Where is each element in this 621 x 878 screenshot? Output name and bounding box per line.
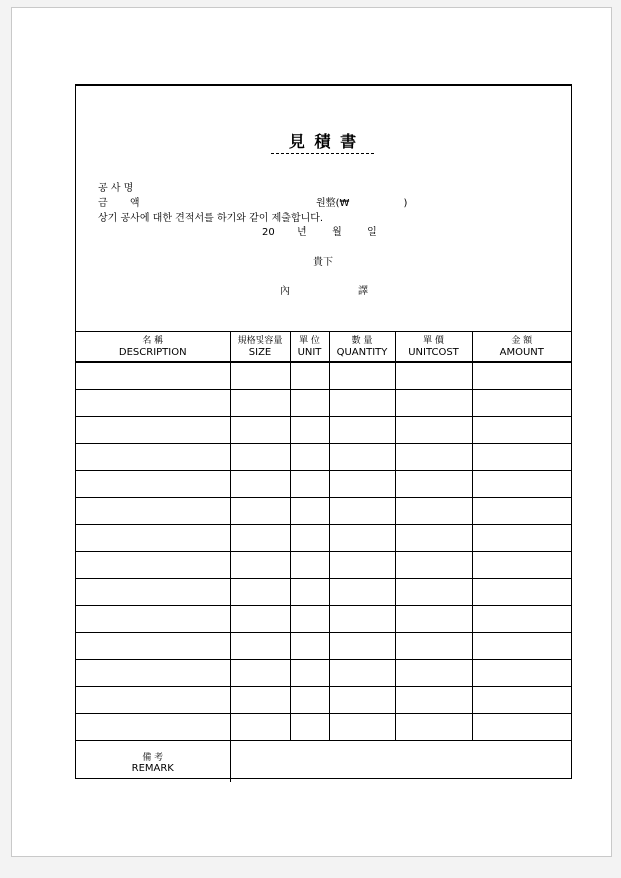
cell-quantity[interactable]	[329, 714, 395, 741]
cell-amount[interactable]	[472, 633, 571, 660]
cell-unitcost[interactable]	[395, 471, 472, 498]
cell-quantity[interactable]	[329, 633, 395, 660]
cell-description[interactable]	[76, 390, 230, 417]
cell-amount[interactable]	[472, 660, 571, 687]
cell-quantity[interactable]	[329, 552, 395, 579]
estimate-table	[76, 331, 571, 782]
cell-amount[interactable]	[472, 444, 571, 471]
statement-text: 상기 공사에 대한 견적서를 하기와 같이 제출합니다.	[98, 213, 324, 224]
table-row	[76, 606, 571, 633]
cell-unit[interactable]	[290, 633, 329, 660]
recipient-label: 貴下	[313, 257, 333, 268]
remark-cell[interactable]	[230, 741, 571, 783]
table-row	[76, 687, 571, 714]
header-unit: 單 位 UNIT	[290, 332, 329, 363]
cell-amount[interactable]	[472, 606, 571, 633]
cell-unitcost[interactable]	[395, 660, 472, 687]
title-underline	[271, 153, 374, 154]
cell-unit[interactable]	[290, 390, 329, 417]
cell-description[interactable]	[76, 525, 230, 552]
table-row	[76, 471, 571, 498]
cell-description[interactable]	[76, 471, 230, 498]
cell-unit[interactable]	[290, 714, 329, 741]
cell-size[interactable]	[230, 660, 290, 687]
cell-unitcost[interactable]	[395, 498, 472, 525]
cell-amount[interactable]	[472, 525, 571, 552]
cell-unit[interactable]	[290, 417, 329, 444]
breakdown-right: 譯	[358, 286, 368, 297]
cell-quantity[interactable]	[329, 687, 395, 714]
cell-description[interactable]	[76, 633, 230, 660]
cell-quantity[interactable]	[329, 498, 395, 525]
cell-unitcost[interactable]	[395, 525, 472, 552]
header-size: 規格및容量 SIZE	[230, 332, 290, 363]
remark-row	[76, 741, 571, 783]
cell-unit[interactable]	[290, 606, 329, 633]
page-title: 見 積 書	[288, 132, 359, 151]
cell-unit[interactable]	[290, 498, 329, 525]
cell-description[interactable]	[76, 444, 230, 471]
cell-size[interactable]	[230, 417, 290, 444]
cell-unit[interactable]	[290, 687, 329, 714]
cell-size[interactable]	[230, 498, 290, 525]
cell-amount[interactable]	[472, 498, 571, 525]
cell-amount[interactable]	[472, 471, 571, 498]
cell-amount[interactable]	[472, 362, 571, 390]
cell-description[interactable]	[76, 606, 230, 633]
cell-unit[interactable]	[290, 471, 329, 498]
cell-amount[interactable]	[472, 579, 571, 606]
cell-quantity[interactable]	[329, 444, 395, 471]
header-unitcost: 單 價 UNITCOST	[395, 332, 472, 363]
cell-unit[interactable]	[290, 525, 329, 552]
cell-unit[interactable]	[290, 579, 329, 606]
table-row	[76, 390, 571, 417]
cell-description[interactable]	[76, 687, 230, 714]
cell-quantity[interactable]	[329, 606, 395, 633]
cell-size[interactable]	[230, 552, 290, 579]
cell-amount[interactable]	[472, 687, 571, 714]
cell-amount[interactable]	[472, 714, 571, 741]
cell-size[interactable]	[230, 606, 290, 633]
cell-unitcost[interactable]	[395, 417, 472, 444]
cell-size[interactable]	[230, 525, 290, 552]
table-row	[76, 525, 571, 552]
cell-quantity[interactable]	[329, 579, 395, 606]
cell-unit[interactable]	[290, 552, 329, 579]
cell-unitcost[interactable]	[395, 362, 472, 390]
header-amount: 金 額 AMOUNT	[472, 332, 571, 363]
table-header-row	[76, 332, 571, 363]
table-row	[76, 417, 571, 444]
cell-unit[interactable]	[290, 660, 329, 687]
cell-description[interactable]	[76, 660, 230, 687]
cell-quantity[interactable]	[329, 362, 395, 390]
table-row	[76, 362, 571, 390]
cell-amount[interactable]	[472, 552, 571, 579]
amount-label: 금 액	[98, 198, 140, 209]
cell-size[interactable]	[230, 390, 290, 417]
cell-unitcost[interactable]	[395, 552, 472, 579]
cell-size[interactable]	[230, 633, 290, 660]
amount-unit: 원整(₩ )	[316, 198, 408, 209]
cell-amount[interactable]	[472, 417, 571, 444]
cell-quantity[interactable]	[329, 471, 395, 498]
table-row	[76, 444, 571, 471]
header-quantity: 數 量 QUANTITY	[329, 332, 395, 363]
table-row	[76, 714, 571, 741]
cell-quantity[interactable]	[329, 525, 395, 552]
cell-quantity[interactable]	[329, 660, 395, 687]
page-sheet	[11, 7, 612, 857]
cell-quantity[interactable]	[329, 417, 395, 444]
form-header	[76, 86, 571, 331]
cell-unit[interactable]	[290, 362, 329, 390]
cell-amount[interactable]	[472, 390, 571, 417]
cell-size[interactable]	[230, 579, 290, 606]
header-description: 名 稱 DESCRIPTION	[76, 332, 230, 363]
table-row	[76, 552, 571, 579]
cell-size[interactable]	[230, 687, 290, 714]
estimate-form	[75, 84, 572, 779]
cell-description[interactable]	[76, 579, 230, 606]
cell-size[interactable]	[230, 471, 290, 498]
table-row	[76, 660, 571, 687]
cell-size[interactable]	[230, 444, 290, 471]
table-row	[76, 498, 571, 525]
cell-unitcost[interactable]	[395, 687, 472, 714]
cell-unit[interactable]	[290, 444, 329, 471]
project-name-label: 공 사 명	[98, 183, 134, 194]
cell-description[interactable]	[76, 714, 230, 741]
cell-quantity[interactable]	[329, 390, 395, 417]
cell-description[interactable]	[76, 417, 230, 444]
cell-unitcost[interactable]	[395, 390, 472, 417]
cell-description[interactable]	[76, 498, 230, 525]
cell-unitcost[interactable]	[395, 579, 472, 606]
remark-label: 備 考 REMARK	[76, 741, 230, 783]
cell-unitcost[interactable]	[395, 633, 472, 660]
table-row	[76, 633, 571, 660]
cell-unitcost[interactable]	[395, 444, 472, 471]
cell-unitcost[interactable]	[395, 606, 472, 633]
table-row	[76, 579, 571, 606]
cell-unitcost[interactable]	[395, 714, 472, 741]
date-line: 20 년 월 일	[262, 227, 377, 238]
breakdown-left: 內	[280, 286, 290, 297]
cell-size[interactable]	[230, 362, 290, 390]
cell-description[interactable]	[76, 552, 230, 579]
cell-description[interactable]	[76, 362, 230, 390]
cell-size[interactable]	[230, 714, 290, 741]
